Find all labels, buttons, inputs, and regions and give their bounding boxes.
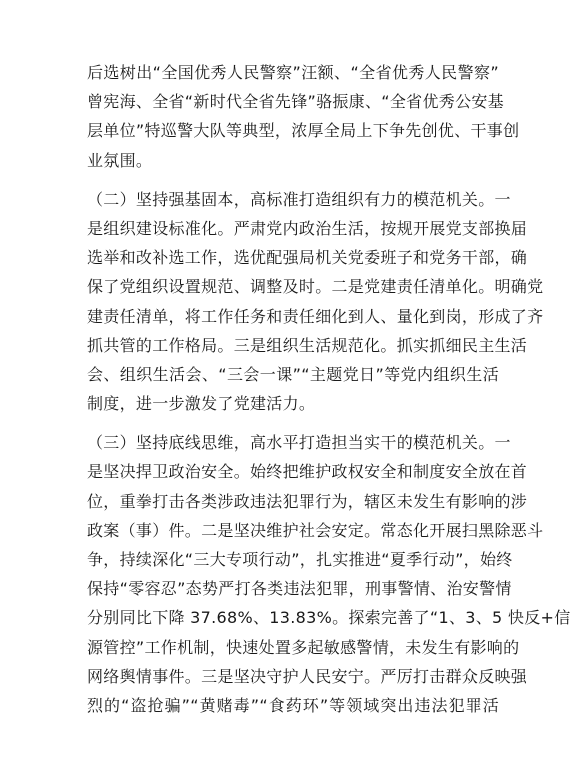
text-line: 制度，进一步激发了党建活力。: [87, 394, 316, 414]
text-line: 分别同比下降 37.68%、13.83%。探索完善了“1、3、5 快反+信: [87, 608, 571, 628]
text-line: 后选树出“全国优秀人民警察”汪额、“全省优秀人民警察”: [87, 63, 499, 82]
text-line: 业氛围。: [87, 150, 153, 170]
text-line: 保持“零容忍”态势严打各类违法犯罪，刑事警情、治安警情: [87, 579, 512, 599]
text-line: 曾宪海、全省“新时代全省先锋”骆振康、“全省优秀公安基: [87, 92, 504, 112]
text-line: 位，重拳打击各类涉政违法犯罪行为，辖区未发生有影响的涉: [87, 491, 528, 511]
text-line: 抓共管的工作格局。三是组织生活规范化。抓实抓细民主生活: [87, 335, 528, 355]
paragraph-intro-continued: [87, 58, 520, 175]
text-line: 源管控”工作机制，快速处置多起敏感警情，未发生有影响的: [87, 637, 520, 657]
text-line: 争，持续深化“三大专项行动”，扎实推进“夏季行动”，始终: [87, 550, 513, 569]
text-line: 会、组织生活会、“三会一课”“主题党日”等党内组织生活: [87, 364, 499, 384]
text-line: 政案（事）件。二是坚决维护社会安定。常态化开展扫黑除恶斗: [87, 520, 544, 540]
text-line: 选举和改补选工作，选优配强局机关党委班子和党务干部，确: [87, 248, 528, 268]
text-line: （二）坚持强基固本，高标准打造组织有力的模范机关。一: [87, 189, 511, 209]
text-line: 建责任清单，将工作任务和责任细化到人、量化到岗，形成了齐: [87, 306, 544, 326]
document-body: [87, 58, 571, 720]
text-line: 是组织建设标准化。严肃党内政治生活，按规开展党支部换届: [87, 218, 528, 238]
text-line: 烈的“盗抢骗”“黄赌毒”“食药环”等领域突出违法犯罪活: [87, 695, 499, 715]
paragraph-section-two: [87, 185, 544, 419]
text-line: 网络舆情事件。三是坚决守护人民安宁。严厉打击群众反映强: [87, 666, 528, 686]
text-line: 是坚决捍卫政治安全。始终把维护政权安全和制度安全放在首: [87, 462, 528, 482]
paragraph-section-three: [87, 428, 571, 720]
text-line: 保了党组织设置规范、调整及时。二是党建责任清单化。明确党: [87, 277, 544, 297]
text-line: （三）坚持底线思维，高水平打造担当实干的模范机关。一: [87, 433, 511, 453]
text-line: 层单位”特巡警大队等典型，浓厚全局上下争先创优、干事创: [87, 121, 520, 141]
